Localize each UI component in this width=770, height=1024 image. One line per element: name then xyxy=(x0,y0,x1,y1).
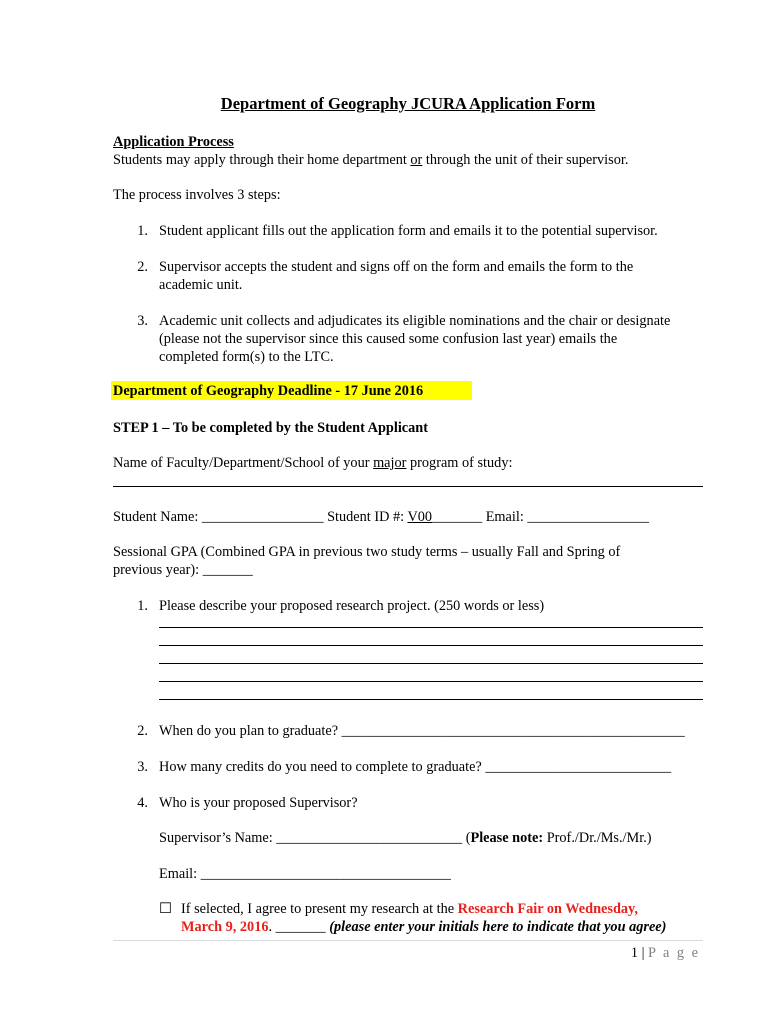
question-supervisor: Who is your proposed Supervisor? xyxy=(159,795,358,811)
checkbox-icon[interactable]: ☐ xyxy=(159,901,172,917)
form-title: Department of Geography JCURA Application Form xyxy=(220,94,596,113)
answer-line[interactable] xyxy=(159,663,703,664)
step-text: completed form(s) to the LTC. xyxy=(159,349,334,365)
supervisor-note-bold: Please note: xyxy=(470,830,544,846)
gpa-line-2[interactable]: previous year): _______ xyxy=(113,562,253,578)
supervisor-email-field[interactable]: Email: ___________________________________ xyxy=(159,866,451,882)
question-graduate-when[interactable]: When do you plan to graduate? ________________________________________________ xyxy=(159,723,685,739)
email-label: Email: xyxy=(485,509,524,525)
application-process-heading: Application Process xyxy=(113,134,234,150)
question-credits-needed[interactable]: How many credits do you need to complete to graduate? __________________________ xyxy=(159,759,672,775)
gpa-line-1: Sessional GPA (Combined GPA in previous two study terms – usually Fall and Spring of xyxy=(113,544,621,560)
question-number: 1. xyxy=(137,598,148,614)
faculty-input-line[interactable] xyxy=(113,486,703,487)
page-number-value: 1 xyxy=(630,945,638,961)
step-text: Supervisor accepts the student and signs off on the form and emails the form to the xyxy=(159,259,634,275)
step-text: Student applicant fills out the application form and emails it to the potential supervisor. xyxy=(159,223,658,239)
deadline-text: Department of Geography Deadline - 17 June 2016 xyxy=(113,383,424,399)
step-number: 2. xyxy=(137,259,148,275)
initials-instruction: (please enter your initials here to indicate that you agree) xyxy=(329,919,667,935)
agree-line-1 xyxy=(181,900,638,918)
supervisor-note-rest: Prof./Dr./Ms./Mr.) xyxy=(543,830,652,846)
student-id-field[interactable]: _______ xyxy=(432,509,483,525)
research-fair-date: Research Fair on Wednesday, xyxy=(457,901,638,917)
agree-text-a: If selected, I agree to present my research at the xyxy=(181,901,458,917)
process-intro xyxy=(113,151,628,169)
initials-field[interactable]: . _______ xyxy=(268,919,330,935)
email-field[interactable]: _________________ xyxy=(527,509,649,525)
step-number: 1. xyxy=(137,223,148,239)
faculty-label xyxy=(113,454,512,472)
student-name-label: Student Name: xyxy=(113,509,199,525)
steps-intro: The process involves 3 steps: xyxy=(113,187,281,203)
step-text: academic unit. xyxy=(159,277,243,293)
faculty-major: major xyxy=(373,455,407,471)
supervisor-name-row[interactable] xyxy=(159,829,652,847)
step-number: 3. xyxy=(137,313,148,329)
question-number: 4. xyxy=(137,795,148,811)
intro-text-b: through the unit of their supervisor. xyxy=(422,152,629,168)
question-number: 2. xyxy=(137,723,148,739)
footer-divider xyxy=(113,940,703,941)
step1-heading: STEP 1 – To be completed by the Student Applicant xyxy=(113,420,428,436)
supervisor-name-label: Supervisor’s Name: __________________________ ( xyxy=(159,830,471,846)
faculty-text-b: program of study: xyxy=(406,455,513,471)
intro-or: or xyxy=(410,152,423,168)
student-name-field[interactable]: _________________ xyxy=(201,509,324,525)
step-text: Academic unit collects and adjudicates its eligible nominations and the chair or designate xyxy=(159,313,671,329)
question-research-project: Please describe your proposed research project. (250 words or less) xyxy=(159,598,545,614)
answer-line[interactable] xyxy=(159,699,703,700)
research-fair-date-2: March 9, 2016 xyxy=(181,919,269,935)
agree-line-2 xyxy=(181,918,666,936)
question-number: 3. xyxy=(137,759,148,775)
student-info-row xyxy=(113,508,649,526)
intro-text-a: Students may apply through their home department xyxy=(113,152,411,168)
page-number xyxy=(631,944,700,962)
answer-line[interactable] xyxy=(159,681,703,682)
answer-line[interactable] xyxy=(159,645,703,646)
student-id-prefix[interactable]: V00 xyxy=(407,509,433,525)
page-word: P a g e xyxy=(648,945,700,961)
faculty-text-a: Name of Faculty/Department/School of your xyxy=(113,455,374,471)
step-text: (please not the supervisor since this caused some confusion last year) emails the xyxy=(159,331,618,347)
answer-line[interactable] xyxy=(159,627,703,628)
page-number-sep: | xyxy=(638,945,649,961)
student-id-label: Student ID #: xyxy=(327,509,405,525)
